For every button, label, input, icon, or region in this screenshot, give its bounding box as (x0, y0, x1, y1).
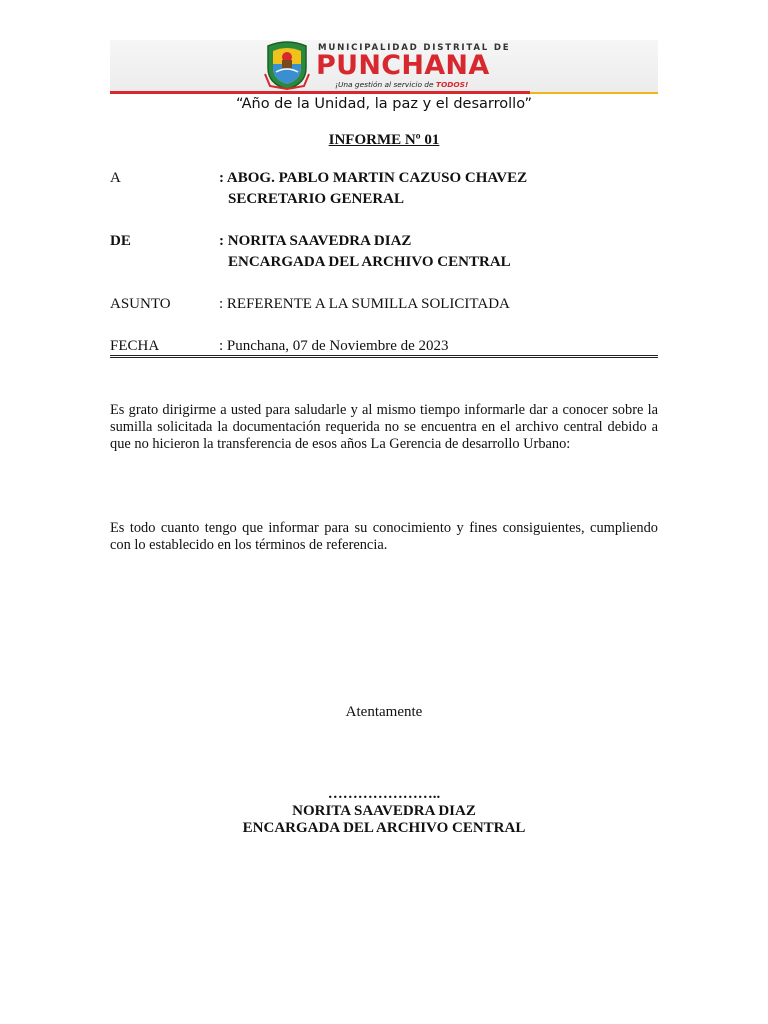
header-rule-yellow (530, 92, 658, 94)
to-role: SECRETARIO GENERAL (228, 191, 405, 207)
municipality-top-line: MUNICIPALIDAD DISTRITAL DE (318, 43, 511, 53)
document-title: INFORME Nº 01 (328, 132, 440, 148)
date-value: : Punchana, 07 de Noviembre de 2023 (219, 338, 449, 354)
signer-name: NORITA SAAVEDRA DIAZ (292, 803, 476, 819)
municipality-name: PUNCHANA (316, 50, 490, 81)
signer-role: ENCARGADA DEL ARCHIVO CENTRAL (242, 820, 526, 836)
year-phrase: “Año de la Unidad, la paz y el desarrollo” (235, 96, 533, 112)
to-value: : ABOG. PABLO MARTIN CAZUSO CHAVEZ (219, 170, 528, 186)
closing-salutation: Atentamente (345, 704, 423, 720)
date-label: FECHA (110, 338, 160, 354)
to-label: A (110, 170, 121, 186)
slogan-prefix: ¡Una gestión al servicio de (335, 80, 436, 89)
body-paragraph-1: Es grato dirigirme a usted para saludarle y al mismo tiempo informarle dar a conocer sobre la sumilla solicitada la documentación requerida no se encuentra en el archivo central debido a que no hicieron la transferencia de esos años La Gerencia de desarrollo Urbano: (110, 402, 658, 452)
header-rule-red (110, 91, 530, 94)
subject-value: : REFERENTE A LA SUMILLA SOLICITADA (219, 296, 510, 312)
header-divider (110, 355, 658, 358)
slogan-emphasis: TODOS! (435, 80, 469, 89)
body-paragraph-2: Es todo cuanto tengo que informar para su conocimiento y fines consiguientes, cumpliendo con lo establecido en los términos de referencia. (110, 520, 658, 553)
from-value: : NORITA SAAVEDRA DIAZ (219, 233, 412, 249)
municipality-slogan (335, 80, 468, 89)
from-role: ENCARGADA DEL ARCHIVO CENTRAL (228, 254, 511, 270)
subject-label: ASUNTO (110, 296, 171, 312)
signature-line: ………………….. (327, 786, 441, 802)
municipal-crest-icon (262, 40, 312, 90)
from-label: DE (110, 233, 131, 249)
